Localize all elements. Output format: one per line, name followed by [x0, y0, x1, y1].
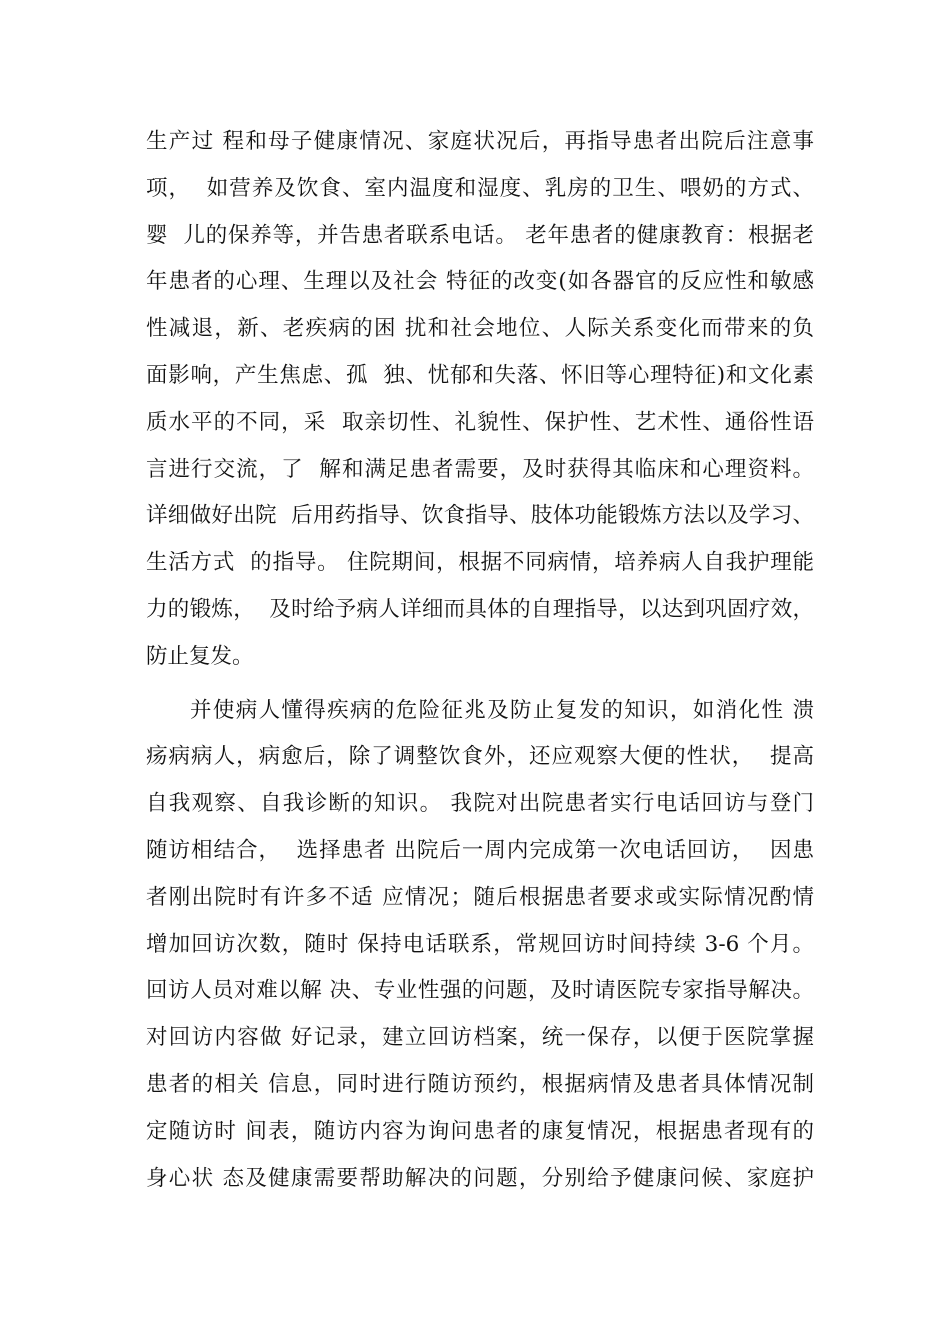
text-line: 婴 儿的保养等，并告患者联系电话。 老年患者的健康教育：根据老 — [146, 222, 814, 248]
text-line: 自我观察、自我诊断的知识。 我院对出院患者实行电话回访与登门 — [146, 791, 814, 817]
paragraph-2 — [146, 688, 814, 1203]
text-line: 生产过 程和母子健康情况、家庭状况后，再指导患者出院后注意事 — [146, 129, 814, 154]
text-line: 言进行交流，了 解和满足患者需要，及时获得其临床和心理资料。 — [146, 456, 814, 482]
text-line: 年患者的心理、生理以及社会 特征的改变(如各器官的反应性和敏感 — [146, 269, 814, 295]
text-line: 定随访时 间表，随访内容为询问患者的康复情况，根据患者现有的 — [146, 1118, 814, 1144]
text-line: 生活方式 的指导。 住院期间，根据不同病情，培养病人自我护理能 — [146, 550, 814, 576]
text-line: 增加回访次数，随时 保持电话联系，常规回访时间持续 3-6 个月。 — [146, 931, 814, 957]
text-line: 随访相结合， 选择患者 出院后一周内完成第一次电话回访， 因患 — [146, 837, 814, 863]
text-line: 详细做好出院 后用药指导、饮食指导、肢体功能锻炼方法以及学习、 — [146, 503, 814, 529]
text-line: 患者的相关 信息，同时进行随访预约，根据病情及患者具体情况制 — [146, 1071, 814, 1097]
text-line: 疡病病人，病愈后，除了调整饮食外，还应观察大便的性状， 提高 — [146, 744, 814, 770]
text-line: 性减退，新、老疾病的困 扰和社会地位、人际关系变化而带来的负 — [146, 316, 814, 342]
body-text — [146, 119, 814, 1202]
text-line: 回访人员对难以解 决、专业性强的问题，及时请医院专家指导解决。 — [146, 978, 814, 1004]
text-line: 面影响，产生焦虑、孤 独、忧郁和失落、怀旧等心理特征)和文化素 — [146, 362, 814, 388]
paragraph-1 — [146, 119, 814, 681]
text-line: 者刚出院时有许多不适 应情况；随后根据患者要求或实际情况酌情 — [146, 884, 814, 910]
text-line: 项， 如营养及饮食、室内温度和湿度、乳房的卫生、喂奶的方式、 — [146, 175, 814, 201]
text-line: 质水平的不同，采 取亲切性、礼貌性、保护性、艺术性、通俗性语 — [146, 409, 814, 435]
text-line: 并使病人懂得疾病的危险征兆及防止复发的知识，如消化性 溃 — [190, 697, 814, 723]
text-line: 防止复发。 — [146, 643, 254, 669]
text-line: 对回访内容做 好记录，建立回访档案，统一保存，以便于医院掌握 — [146, 1025, 814, 1051]
text-line: 身心状 态及健康需要帮助解决的问题，分别给予健康问候、家庭护 — [146, 1165, 814, 1191]
paragraph-spacer — [146, 681, 814, 688]
text-line: 力的锻炼， 及时给予病人详细而具体的自理指导，以达到巩固疗效， — [146, 596, 814, 622]
